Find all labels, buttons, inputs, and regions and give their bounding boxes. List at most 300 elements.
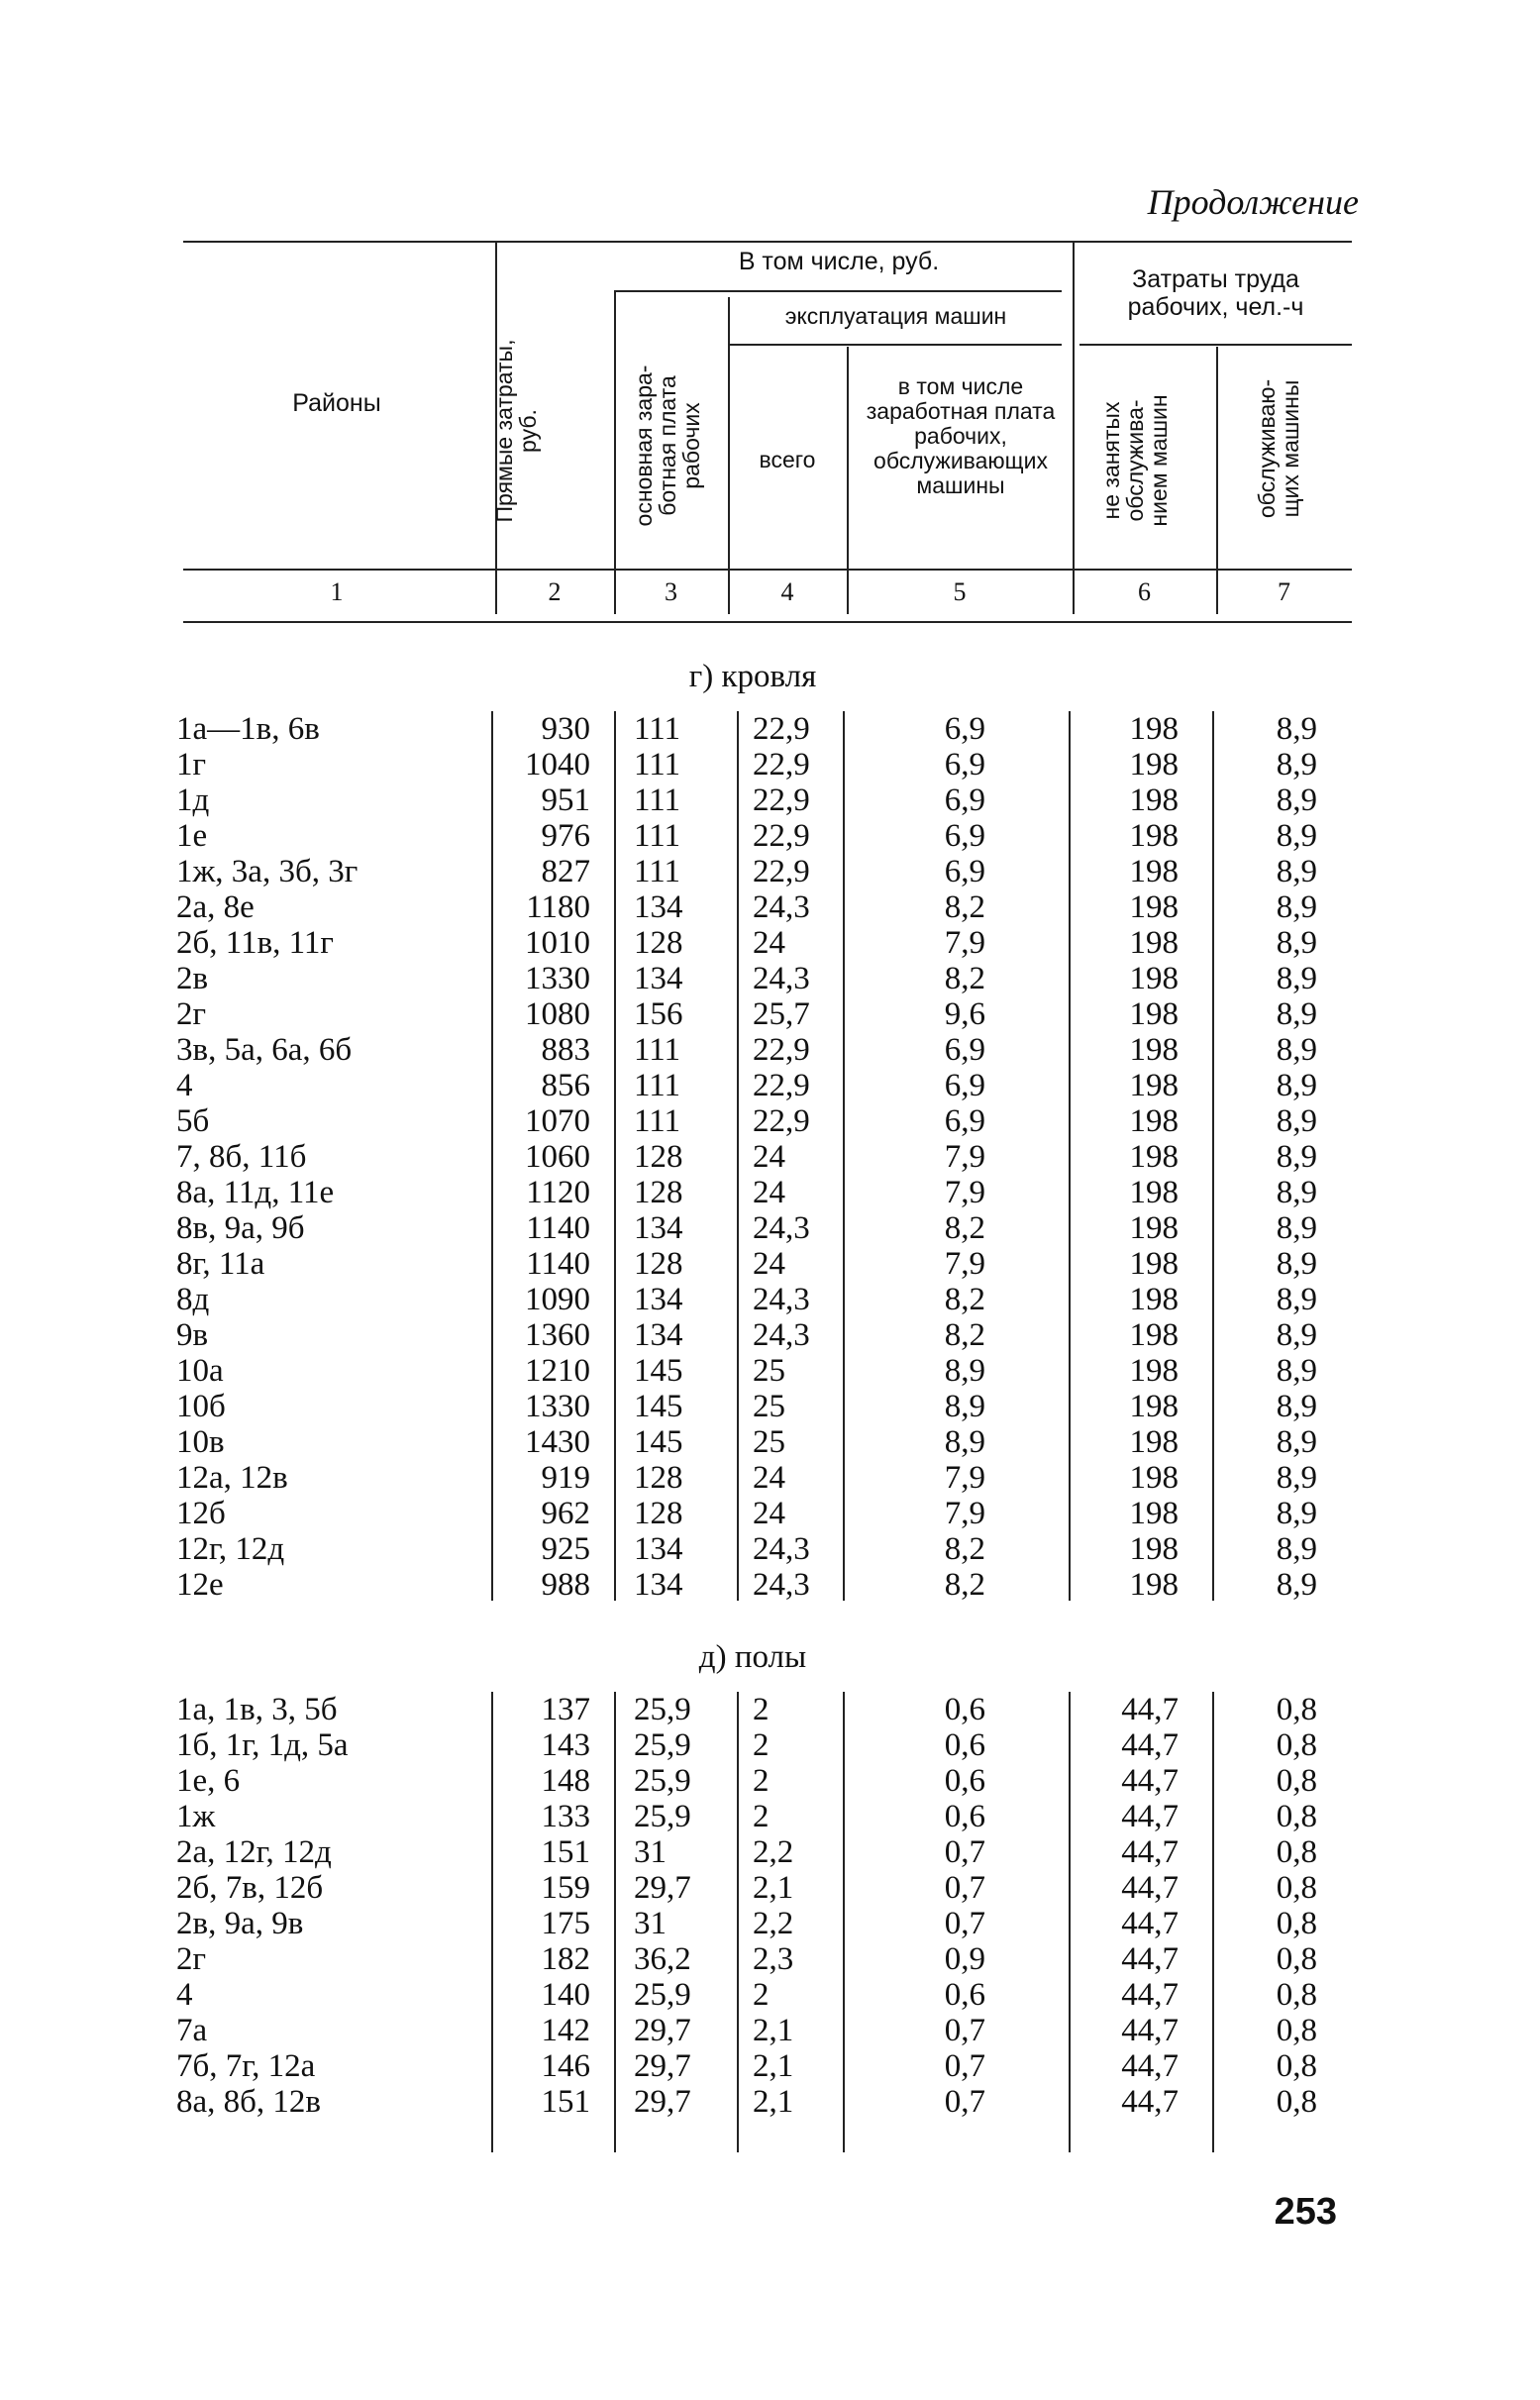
cell-direct-costs: 151 [541,1834,590,1870]
cell-district: 2а, 8е [176,889,255,925]
cell-labor-not-servicing: 198 [1129,818,1179,854]
col-number-3: 3 [665,577,677,606]
base-wage-header: основная зара- ботная плата рабочих [631,365,704,527]
cell-machine-total: 24,3 [753,889,810,925]
section-title-roof: г) кровля [688,659,817,694]
cell-machine-total: 24 [753,925,785,961]
rule-under-including [616,290,1062,292]
cell-direct-costs: 1090 [525,1282,590,1317]
cell-direct-costs: 148 [541,1763,590,1799]
col-number-6: 6 [1138,577,1151,606]
cell-direct-costs: 175 [541,1906,590,1941]
cell-base-wage: 111 [634,1103,681,1139]
cell-labor-not-servicing: 198 [1129,1317,1179,1353]
including-rub-header: В том числе, руб. [738,248,940,275]
cell-base-wage: 128 [634,925,683,961]
cell-labor-not-servicing: 198 [1129,889,1179,925]
page-number: 253 [1274,2191,1337,2233]
cell-base-wage: 128 [634,1246,683,1282]
cell-labor-servicing: 8,9 [1276,783,1317,818]
cell-machine-wage: 0,7 [944,1870,985,1906]
cell-machine-wage: 0,6 [944,1692,985,1727]
table-row [0,1496,1540,1531]
table-row [0,1692,1540,1727]
cell-machine-wage: 8,2 [944,1282,985,1317]
rule-under-machine-operation [730,344,1062,346]
cell-labor-not-servicing: 44,7 [1121,1941,1179,1977]
cell-base-wage: 145 [634,1353,683,1389]
cell-direct-costs: 1180 [526,889,590,925]
cell-direct-costs: 827 [541,854,590,889]
cell-district: 4 [176,1977,193,2013]
table-row [0,1834,1540,1870]
cell-district: 2в [176,961,209,996]
cell-labor-not-servicing: 198 [1129,711,1179,747]
header-col-divider-4 [847,347,849,614]
table-row [0,889,1540,925]
cell-district: 8а, 8б, 12в [176,2084,322,2120]
cell-machine-total: 24,3 [753,1531,810,1567]
cell-machine-wage: 8,9 [944,1424,985,1460]
cell-labor-not-servicing: 198 [1129,925,1179,961]
table-row [0,1424,1540,1460]
cell-base-wage: 128 [634,1175,683,1210]
cell-direct-costs: 137 [541,1692,590,1727]
table-row [0,1032,1540,1068]
cell-direct-costs: 1140 [526,1210,590,1246]
cell-labor-servicing: 0,8 [1276,2013,1317,2048]
table-row [0,1531,1540,1567]
table-row [0,711,1540,747]
cell-machine-total: 24,3 [753,1210,810,1246]
cell-district: 2г [176,1941,207,1977]
cell-machine-total: 22,9 [753,1103,810,1139]
cell-labor-not-servicing: 198 [1129,747,1179,783]
cell-labor-servicing: 8,9 [1276,1389,1317,1424]
cell-machine-wage: 7,9 [944,1139,985,1175]
cell-direct-costs: 1040 [525,747,590,783]
cell-machine-total: 25,7 [753,996,810,1032]
cell-machine-wage: 6,9 [944,1103,985,1139]
cell-machine-total: 2,1 [753,1870,794,1906]
header-col-divider-6 [1216,347,1218,614]
cell-machine-wage: 0,7 [944,1834,985,1870]
cell-base-wage: 111 [634,747,681,783]
cell-labor-servicing: 0,8 [1276,1834,1317,1870]
cell-direct-costs: 146 [541,2048,590,2084]
cell-labor-not-servicing: 44,7 [1121,2084,1179,2120]
cell-machine-total: 22,9 [753,1068,810,1103]
cell-direct-costs: 182 [541,1941,590,1977]
cell-district: 1б, 1г, 1д, 5а [176,1727,349,1763]
rule-colnum-bottom [183,621,1352,623]
table-row [0,1353,1540,1389]
cell-labor-not-servicing: 44,7 [1121,2048,1179,2084]
cell-machine-total: 2,3 [753,1941,794,1977]
cell-machine-wage: 6,9 [944,711,985,747]
cell-labor-servicing: 8,9 [1276,1175,1317,1210]
cell-district: 2в, 9а, 9в [176,1906,304,1941]
cell-district: 8д [176,1282,210,1317]
cell-direct-costs: 1140 [526,1246,590,1282]
cell-labor-not-servicing: 198 [1129,1389,1179,1424]
cell-machine-wage: 0,7 [944,2013,985,2048]
cell-labor-servicing: 8,9 [1276,1353,1317,1389]
cell-labor-not-servicing: 44,7 [1121,1727,1179,1763]
table-row [0,1210,1540,1246]
cell-base-wage: 25,9 [634,1977,691,2013]
cell-machine-total: 25 [753,1389,785,1424]
cell-labor-servicing: 0,8 [1276,2048,1317,2084]
cell-direct-costs: 143 [541,1727,590,1763]
cell-direct-costs: 883 [541,1032,590,1068]
cell-labor-servicing: 8,9 [1276,925,1317,961]
cell-machine-wage: 0,7 [944,2084,985,2120]
cell-labor-servicing: 8,9 [1276,1531,1317,1567]
cell-base-wage: 31 [634,1906,667,1941]
cell-base-wage: 29,7 [634,1870,691,1906]
cell-labor-servicing: 0,8 [1276,2084,1317,2120]
cell-machine-total: 24 [753,1175,785,1210]
cell-machine-wage: 6,9 [944,747,985,783]
cell-direct-costs: 976 [541,818,590,854]
cell-district: 1г [176,747,207,783]
cell-labor-not-servicing: 44,7 [1121,1870,1179,1906]
cell-district: 1д [176,783,210,818]
cell-district: 1а, 1в, 3, 5б [176,1692,338,1727]
cell-machine-wage: 6,9 [944,1032,985,1068]
cell-district: 8в, 9а, 9б [176,1210,305,1246]
cell-labor-servicing: 8,9 [1276,1424,1317,1460]
cell-base-wage: 128 [634,1139,683,1175]
cell-labor-servicing: 8,9 [1276,1246,1317,1282]
cell-direct-costs: 1120 [526,1175,590,1210]
cell-labor-not-servicing: 44,7 [1121,2013,1179,2048]
col-number-5: 5 [953,577,967,606]
cell-machine-total: 24,3 [753,1567,810,1603]
cell-machine-wage: 8,2 [944,1531,985,1567]
cell-district: 1е [176,818,208,854]
table-row [0,996,1540,1032]
cell-district: 1а—1в, 6в [176,711,320,747]
cell-district: 2б, 7в, 12б [176,1870,324,1906]
cell-labor-not-servicing: 198 [1129,961,1179,996]
col-number-4: 4 [780,577,794,606]
table-row [0,818,1540,854]
cell-labor-not-servicing: 198 [1129,1103,1179,1139]
cell-machine-wage: 8,9 [944,1389,985,1424]
cell-base-wage: 25,9 [634,1799,691,1834]
cell-base-wage: 25,9 [634,1727,691,1763]
cell-district: 8г, 11а [176,1246,265,1282]
cell-labor-not-servicing: 198 [1129,1567,1179,1603]
cell-base-wage: 29,7 [634,2013,691,2048]
cell-district: 4 [176,1068,193,1103]
table-row [0,1139,1540,1175]
cell-machine-wage: 6,9 [944,783,985,818]
cell-labor-not-servicing: 44,7 [1121,1763,1179,1799]
cell-base-wage: 128 [634,1460,683,1496]
total-header: всего [759,447,816,472]
cell-district: 12г, 12д [176,1531,285,1567]
table-row [0,1389,1540,1424]
cell-labor-not-servicing: 198 [1129,854,1179,889]
districts-header: Районы [292,389,381,417]
cell-direct-costs: 1010 [525,925,590,961]
cell-base-wage: 29,7 [634,2048,691,2084]
col-number-1: 1 [330,577,344,606]
cell-labor-servicing: 8,9 [1276,854,1317,889]
table-row [0,1763,1540,1799]
cell-district: 2г [176,996,207,1032]
cell-labor-servicing: 8,9 [1276,1139,1317,1175]
cell-machine-wage: 7,9 [944,1460,985,1496]
cell-machine-total: 22,9 [753,854,810,889]
cell-district: 12е [176,1567,224,1603]
cell-labor-not-servicing: 44,7 [1121,1799,1179,1834]
cell-machine-wage: 0,9 [944,1941,985,1977]
cell-machine-total: 22,9 [753,711,810,747]
cell-machine-wage: 8,2 [944,961,985,996]
table-row [0,1103,1540,1139]
cell-base-wage: 134 [634,1531,683,1567]
cell-base-wage: 25,9 [634,1763,691,1799]
table-row [0,783,1540,818]
cell-machine-total: 24 [753,1246,785,1282]
cell-machine-wage: 0,6 [944,1799,985,1834]
top-rule [183,241,1352,243]
cell-labor-servicing: 8,9 [1276,1032,1317,1068]
cell-machine-total: 2,2 [753,1906,794,1941]
cell-base-wage: 111 [634,1032,681,1068]
cell-machine-total: 24 [753,1139,785,1175]
cell-direct-costs: 151 [541,2084,590,2120]
cell-direct-costs: 140 [541,1977,590,2013]
table-row [0,1870,1540,1906]
cell-labor-servicing: 8,9 [1276,1068,1317,1103]
cell-machine-total: 24,3 [753,961,810,996]
cell-labor-not-servicing: 198 [1129,1210,1179,1246]
cell-machine-total: 22,9 [753,783,810,818]
table-row [0,1941,1540,1977]
table-row [0,747,1540,783]
cell-machine-wage: 7,9 [944,1246,985,1282]
cell-direct-costs: 988 [541,1567,590,1603]
cell-machine-wage: 8,2 [944,1567,985,1603]
cell-base-wage: 134 [634,889,683,925]
cell-direct-costs: 1070 [525,1103,590,1139]
cell-district: 10в [176,1424,225,1460]
cell-machine-total: 2,2 [753,1834,794,1870]
cell-district: 1е, 6 [176,1763,241,1799]
cell-district: 7б, 7г, 12а [176,2048,316,2084]
cell-direct-costs: 925 [541,1531,590,1567]
cell-labor-servicing: 8,9 [1276,711,1317,747]
section-title-floors: д) полы [698,1639,807,1675]
cell-labor-not-servicing: 198 [1129,1424,1179,1460]
cell-base-wage: 111 [634,783,681,818]
table-row [0,925,1540,961]
cell-machine-total: 2 [753,1799,770,1834]
col-number-2: 2 [548,577,562,606]
table-row [0,1567,1540,1603]
cell-labor-not-servicing: 44,7 [1121,1977,1179,2013]
table-row [0,1068,1540,1103]
table-row [0,854,1540,889]
cell-district: 10а [176,1353,224,1389]
cell-machine-total: 22,9 [753,747,810,783]
cell-labor-not-servicing: 44,7 [1121,1692,1179,1727]
cell-labor-servicing: 8,9 [1276,889,1317,925]
cell-machine-wage: 9,6 [944,996,985,1032]
cell-base-wage: 134 [634,961,683,996]
cell-district: 1ж, 3а, 3б, 3г [176,854,359,889]
cell-machine-total: 24 [753,1496,785,1531]
header-col-divider-2 [614,290,616,614]
cell-machine-total: 22,9 [753,1032,810,1068]
cell-machine-wage: 0,7 [944,2048,985,2084]
cell-direct-costs: 1060 [525,1139,590,1175]
cell-district: 1ж [176,1799,216,1834]
cell-machine-wage: 0,6 [944,1727,985,1763]
cell-machine-total: 2 [753,1727,770,1763]
table-row [0,1246,1540,1282]
cell-direct-costs: 159 [541,1870,590,1906]
cell-labor-servicing: 0,8 [1276,1941,1317,1977]
cell-base-wage: 134 [634,1210,683,1246]
cell-machine-wage: 8,9 [944,1353,985,1389]
cell-machine-wage: 6,9 [944,818,985,854]
cell-direct-costs: 1430 [525,1424,590,1460]
cell-labor-not-servicing: 198 [1129,1531,1179,1567]
cell-district: 10б [176,1389,226,1424]
cell-direct-costs: 133 [541,1799,590,1834]
table-row [0,1460,1540,1496]
cell-direct-costs: 1330 [525,961,590,996]
cell-labor-servicing: 8,9 [1276,1460,1317,1496]
cell-labor-not-servicing: 198 [1129,1139,1179,1175]
cell-district: 2а, 12г, 12д [176,1834,332,1870]
cell-machine-total: 22,9 [753,818,810,854]
cell-district: 12б [176,1496,226,1531]
cell-direct-costs: 1330 [525,1389,590,1424]
table-row [0,2048,1540,2084]
table-row [0,1799,1540,1834]
cell-machine-total: 25 [753,1424,785,1460]
servicing-header: обслуживаю- щих машины [1254,378,1303,519]
cell-labor-servicing: 0,8 [1276,1692,1317,1727]
cell-labor-servicing: 8,9 [1276,996,1317,1032]
cell-machine-total: 2 [753,1692,770,1727]
cell-district: 7а [176,2013,208,2048]
cell-machine-wage: 8,2 [944,1317,985,1353]
labor-costs-header: Затраты труда рабочих, чел.-ч [1127,265,1304,321]
cell-machine-wage: 6,9 [944,1068,985,1103]
table-row [0,2013,1540,2048]
cell-direct-costs: 1080 [525,996,590,1032]
cell-machine-wage: 0,7 [944,1906,985,1941]
cell-labor-not-servicing: 198 [1129,1353,1179,1389]
cell-base-wage: 134 [634,1567,683,1603]
cell-base-wage: 128 [634,1496,683,1531]
continuation-label: Продолжение [1147,182,1359,222]
cell-base-wage: 134 [634,1317,683,1353]
cell-base-wage: 36,2 [634,1941,691,1977]
cell-machine-total: 24,3 [753,1317,810,1353]
cell-base-wage: 111 [634,711,681,747]
cell-labor-not-servicing: 198 [1129,996,1179,1032]
cell-labor-servicing: 8,9 [1276,1496,1317,1531]
cell-labor-servicing: 8,9 [1276,1103,1317,1139]
not-servicing-header: не занятых обслужива- нием машин [1098,394,1172,527]
cell-base-wage: 111 [634,854,681,889]
col-number-7: 7 [1278,577,1290,606]
cell-district: 3в, 5а, 6а, 6б [176,1032,353,1068]
cell-direct-costs: 1360 [525,1317,590,1353]
cell-machine-wage: 8,2 [944,889,985,925]
direct-costs-header: Прямые затраты, руб. [491,339,541,523]
table-row [0,2084,1540,2120]
cell-labor-servicing: 0,8 [1276,1906,1317,1941]
cell-labor-servicing: 8,9 [1276,747,1317,783]
cell-district: 9в [176,1317,209,1353]
cell-machine-total: 2,1 [753,2048,794,2084]
cell-labor-servicing: 8,9 [1276,1282,1317,1317]
cell-labor-not-servicing: 198 [1129,1175,1179,1210]
cell-machine-wage: 8,2 [944,1210,985,1246]
cell-base-wage: 156 [634,996,683,1032]
cell-labor-not-servicing: 44,7 [1121,1834,1179,1870]
cell-base-wage: 25,9 [634,1692,691,1727]
cell-base-wage: 29,7 [634,2084,691,2120]
cell-labor-servicing: 8,9 [1276,818,1317,854]
cell-base-wage: 31 [634,1834,667,1870]
cell-district: 2б, 11в, 11г [176,925,334,961]
cell-base-wage: 111 [634,818,681,854]
table-row [0,1727,1540,1763]
cell-district: 12а, 12в [176,1460,288,1496]
cell-labor-not-servicing: 198 [1129,1282,1179,1317]
cell-direct-costs: 1210 [525,1353,590,1389]
cell-direct-costs: 142 [541,2013,590,2048]
cell-machine-total: 2,1 [753,2013,794,2048]
cell-labor-not-servicing: 198 [1129,1246,1179,1282]
cell-machine-total: 24 [753,1460,785,1496]
cell-labor-servicing: 0,8 [1276,1977,1317,2013]
cell-base-wage: 145 [634,1389,683,1424]
incl-wage-machine-header: в том числе заработная плата рабочих, обслуживающих машины [866,373,1056,498]
cell-base-wage: 111 [634,1068,681,1103]
table-row [0,1317,1540,1353]
cell-direct-costs: 856 [541,1068,590,1103]
table-row [0,1175,1540,1210]
table-row [0,1977,1540,2013]
cell-direct-costs: 930 [541,711,590,747]
cell-machine-wage: 7,9 [944,1175,985,1210]
cell-direct-costs: 919 [541,1460,590,1496]
cell-district: 8а, 11д, 11е [176,1175,335,1210]
cell-district: 5б [176,1103,210,1139]
cell-labor-not-servicing: 198 [1129,1032,1179,1068]
cell-direct-costs: 962 [541,1496,590,1531]
cell-direct-costs: 951 [541,783,590,818]
cell-machine-total: 2,1 [753,2084,794,2120]
table-row [0,1906,1540,1941]
cell-machine-total: 24,3 [753,1282,810,1317]
cell-labor-not-servicing: 198 [1129,1068,1179,1103]
header-col-divider-5 [1073,243,1075,614]
cell-machine-total: 25 [753,1353,785,1389]
